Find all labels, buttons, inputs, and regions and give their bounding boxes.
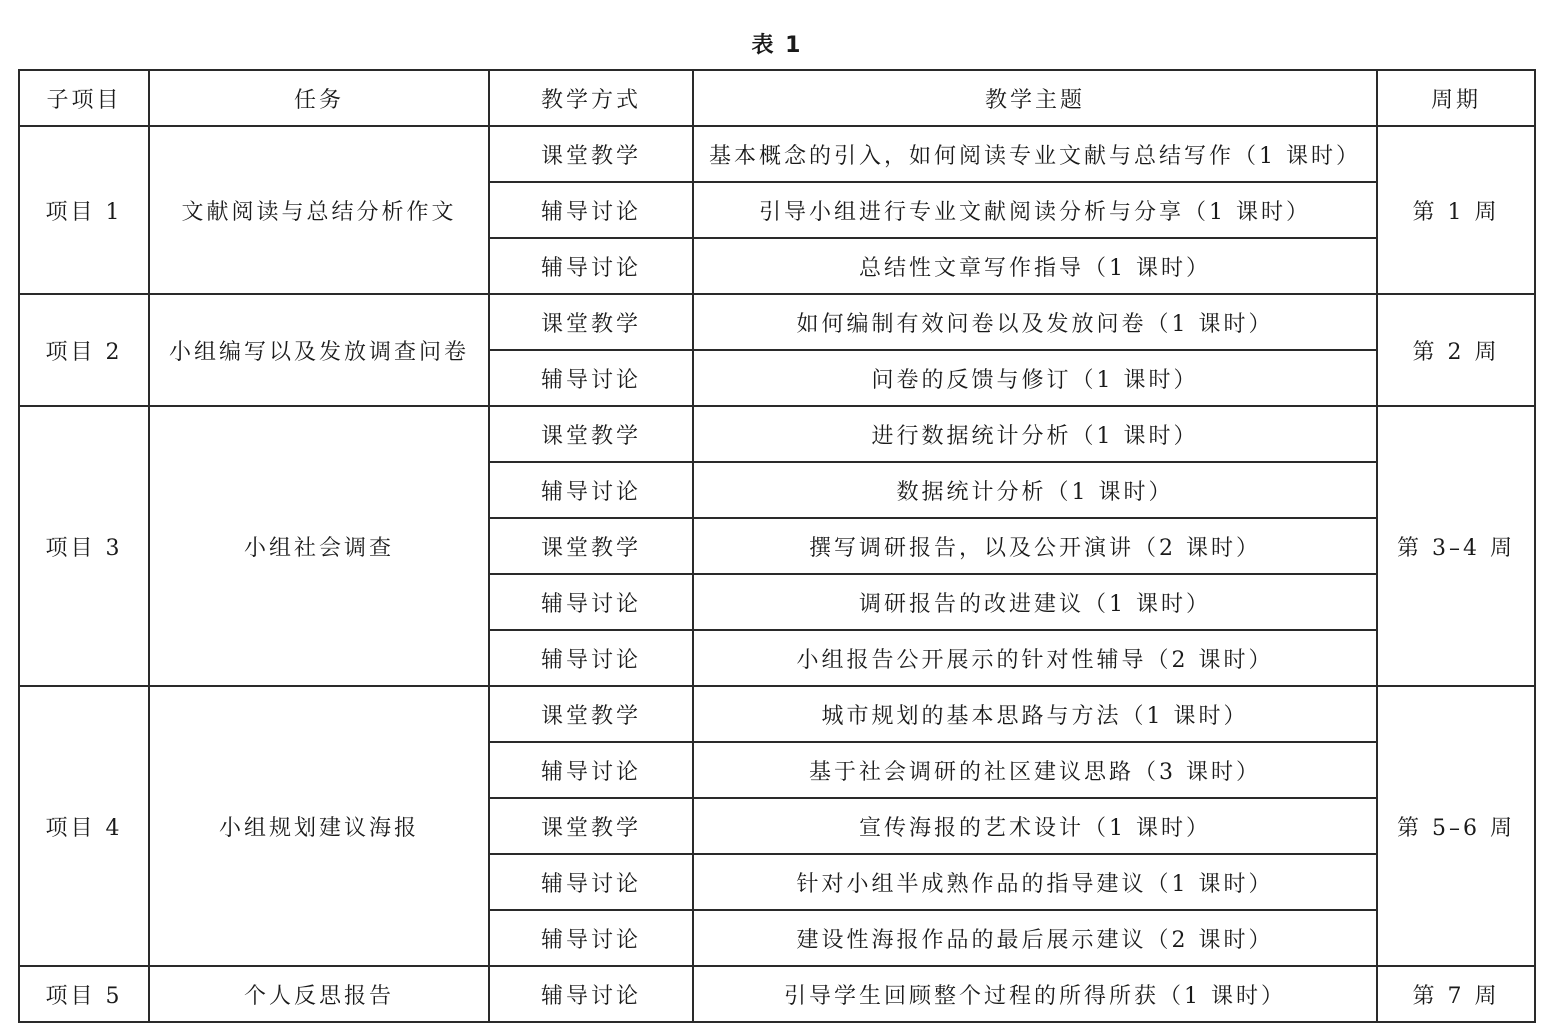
teaching-method: 辅导讨论 — [489, 350, 693, 406]
teaching-method: 辅导讨论 — [489, 462, 693, 518]
teaching-topic: 总结性文章写作指导（1 课时） — [693, 238, 1377, 294]
teaching-method: 辅导讨论 — [489, 182, 693, 238]
table-body — [19, 126, 1535, 1022]
project-name: 项目 5 — [19, 966, 149, 1022]
teaching-method: 辅导讨论 — [489, 574, 693, 630]
header-period: 周期 — [1377, 70, 1535, 126]
teaching-method: 辅导讨论 — [489, 742, 693, 798]
table-row — [19, 294, 1535, 350]
project-task: 个人反思报告 — [149, 966, 489, 1022]
schedule-table — [18, 69, 1536, 1023]
project-task: 小组规划建议海报 — [149, 686, 489, 966]
teaching-method: 辅导讨论 — [489, 238, 693, 294]
header-task: 任务 — [149, 70, 489, 126]
table-header — [19, 70, 1535, 126]
teaching-topic: 建设性海报作品的最后展示建议（2 课时） — [693, 910, 1377, 966]
project-period: 第 5–6 周 — [1377, 686, 1535, 966]
project-period: 第 3–4 周 — [1377, 406, 1535, 686]
teaching-method: 辅导讨论 — [489, 854, 693, 910]
table-row — [19, 406, 1535, 462]
project-name: 项目 2 — [19, 294, 149, 406]
teaching-method: 课堂教学 — [489, 686, 693, 742]
header-row — [19, 70, 1535, 126]
teaching-method: 辅导讨论 — [489, 630, 693, 686]
teaching-topic: 针对小组半成熟作品的指导建议（1 课时） — [693, 854, 1377, 910]
teaching-topic: 宣传海报的艺术设计（1 课时） — [693, 798, 1377, 854]
teaching-topic: 问卷的反馈与修订（1 课时） — [693, 350, 1377, 406]
header-subproject: 子项目 — [19, 70, 149, 126]
project-period: 第 1 周 — [1377, 126, 1535, 294]
table-row — [19, 686, 1535, 742]
teaching-topic: 进行数据统计分析（1 课时） — [693, 406, 1377, 462]
teaching-method: 课堂教学 — [489, 518, 693, 574]
header-topic: 教学主题 — [693, 70, 1377, 126]
project-period: 第 2 周 — [1377, 294, 1535, 406]
project-task: 小组社会调查 — [149, 406, 489, 686]
teaching-method: 课堂教学 — [489, 126, 693, 182]
project-task: 文献阅读与总结分析作文 — [149, 126, 489, 294]
header-method: 教学方式 — [489, 70, 693, 126]
teaching-topic: 城市规划的基本思路与方法（1 课时） — [693, 686, 1377, 742]
teaching-topic: 基于社会调研的社区建议思路（3 课时） — [693, 742, 1377, 798]
project-task: 小组编写以及发放调查问卷 — [149, 294, 489, 406]
table-row — [19, 966, 1535, 1022]
teaching-topic: 小组报告公开展示的针对性辅导（2 课时） — [693, 630, 1377, 686]
project-period: 第 7 周 — [1377, 966, 1535, 1022]
teaching-topic: 基本概念的引入，如何阅读专业文献与总结写作（1 课时） — [693, 126, 1377, 182]
table-row — [19, 126, 1535, 182]
project-name: 项目 3 — [19, 406, 149, 686]
teaching-topic: 撰写调研报告，以及公开演讲（2 课时） — [693, 518, 1377, 574]
teaching-method: 辅导讨论 — [489, 910, 693, 966]
teaching-topic: 引导学生回顾整个过程的所得所获（1 课时） — [693, 966, 1377, 1022]
teaching-method: 课堂教学 — [489, 406, 693, 462]
teaching-topic: 如何编制有效问卷以及发放问卷（1 课时） — [693, 294, 1377, 350]
table-caption: 表 1 — [751, 33, 803, 58]
teaching-method: 辅导讨论 — [489, 966, 693, 1022]
teaching-topic: 引导小组进行专业文献阅读分析与分享（1 课时） — [693, 182, 1377, 238]
project-name: 项目 4 — [19, 686, 149, 966]
teaching-method: 课堂教学 — [489, 294, 693, 350]
teaching-topic: 数据统计分析（1 课时） — [693, 462, 1377, 518]
teaching-topic: 调研报告的改进建议（1 课时） — [693, 574, 1377, 630]
project-name: 项目 1 — [19, 126, 149, 294]
teaching-method: 课堂教学 — [489, 798, 693, 854]
